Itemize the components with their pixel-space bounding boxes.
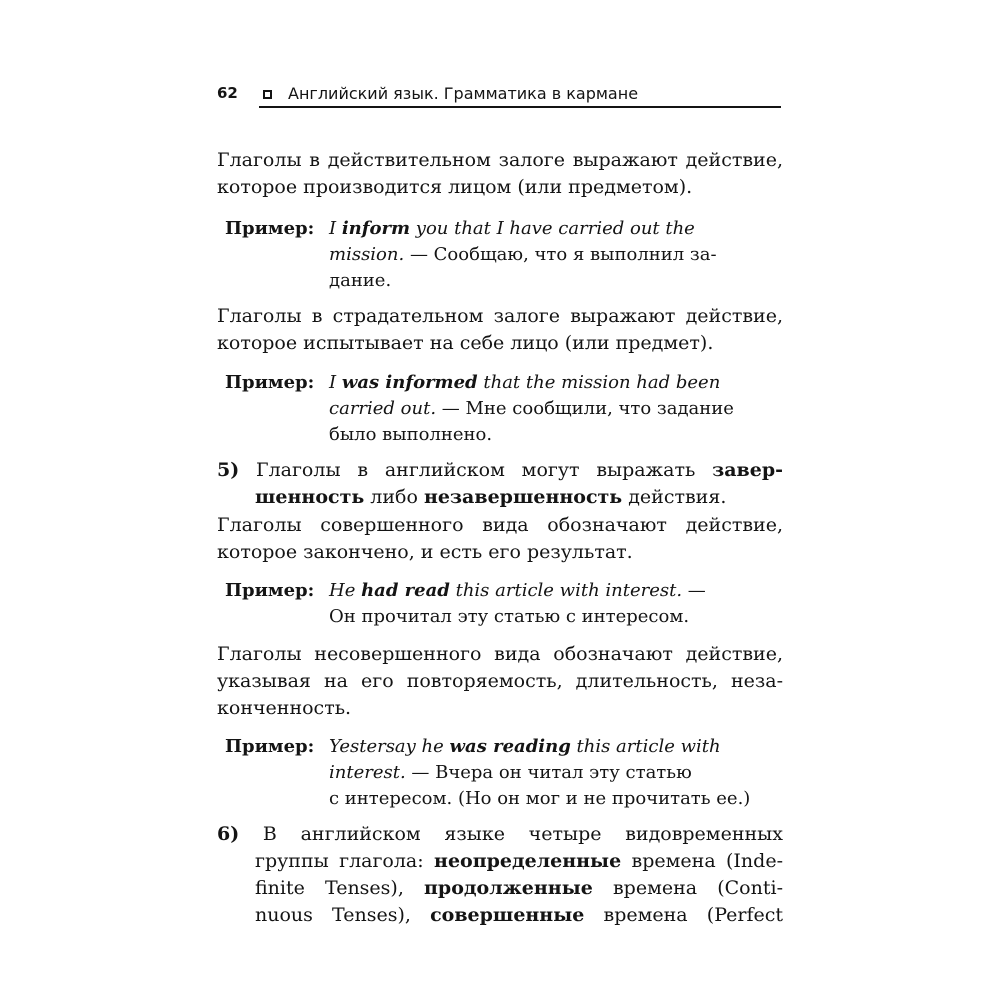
example-body bbox=[329, 370, 779, 448]
example-text: Yestersay he bbox=[329, 736, 450, 757]
example-line: дание. bbox=[329, 270, 392, 291]
example-line bbox=[329, 216, 779, 242]
list-item-line bbox=[217, 484, 783, 511]
list-keyword: завер- bbox=[712, 459, 783, 481]
example-line bbox=[329, 734, 779, 760]
header-title: Английский язык. Грамматика в кармане bbox=[288, 84, 639, 103]
paragraph-imperfective bbox=[217, 641, 783, 722]
running-header bbox=[217, 80, 781, 110]
example-text: carried out. bbox=[329, 398, 437, 419]
list-item-line bbox=[217, 848, 783, 875]
list-text: В английском языке четыре видовременных bbox=[239, 823, 783, 845]
list-text: времена (Inde- bbox=[621, 850, 783, 872]
paragraph-line: Глаголы несовершенного вида обозначают действие, bbox=[217, 643, 783, 665]
paragraph-active-voice bbox=[217, 147, 783, 201]
list-text: группы глагола: bbox=[255, 850, 435, 872]
list-text: nuous Tenses), bbox=[255, 904, 431, 926]
example-body bbox=[329, 734, 779, 812]
list-text: времена (Conti- bbox=[592, 877, 783, 899]
list-text: времена (Perfect bbox=[584, 904, 783, 926]
example-text: interest. bbox=[329, 762, 406, 783]
example-line: с интересом. (Но он мог и не прочитать ее.) bbox=[329, 788, 751, 809]
list-keyword: шенность bbox=[255, 486, 365, 508]
list-keyword: незавершенность bbox=[423, 486, 623, 508]
example-line bbox=[329, 760, 779, 786]
list-keyword: совершенные bbox=[430, 904, 585, 926]
paragraph-line: Глаголы в действительном залоге выражают действие, bbox=[217, 149, 783, 171]
list-keyword: продолженные bbox=[424, 877, 593, 899]
example-translation: — Сообщаю, что я выполнил за- bbox=[404, 244, 717, 265]
example-text: I bbox=[329, 218, 342, 239]
example-label: Пример: bbox=[225, 372, 315, 393]
example-text: that the mission had been bbox=[477, 372, 721, 393]
example-keyword: was reading bbox=[449, 736, 571, 757]
example-label: Пример: bbox=[225, 218, 315, 239]
example-text: I bbox=[329, 372, 342, 393]
checkbox-square-icon bbox=[263, 90, 272, 99]
example-translation: — Мне сообщили, что задание bbox=[436, 398, 734, 419]
example-text: this article with bbox=[570, 736, 721, 757]
list-text: Глаголы в английском могут выражать bbox=[239, 459, 713, 481]
list-item-line bbox=[217, 821, 783, 848]
example-line bbox=[329, 396, 779, 422]
example-text: mission. bbox=[329, 244, 405, 265]
paragraph-line: которое испытывает на себе лицо (или предмет). bbox=[217, 332, 714, 354]
paragraph-line: Глаголы совершенного вида обозначают действие, bbox=[217, 514, 783, 536]
example-text: this article with interest. bbox=[449, 580, 683, 601]
list-number: 6) bbox=[217, 823, 240, 845]
paragraph-passive-voice bbox=[217, 303, 783, 357]
example-line bbox=[329, 370, 779, 396]
paragraph-line: Глаголы в страдательном залоге выражают действие, bbox=[217, 305, 783, 327]
example-line bbox=[329, 578, 779, 604]
example-text: He bbox=[329, 580, 362, 601]
example-translation: — Вчера он читал эту статью bbox=[405, 762, 692, 783]
page-number: 62 bbox=[217, 84, 238, 102]
example-line bbox=[329, 242, 779, 268]
list-text: finite Tenses), bbox=[255, 877, 425, 899]
list-keyword: неопределенные bbox=[434, 850, 622, 872]
list-number: 5) bbox=[217, 459, 240, 481]
list-item-line bbox=[217, 902, 783, 929]
example-keyword: had read bbox=[361, 580, 450, 601]
example-label: Пример: bbox=[225, 736, 315, 757]
paragraph-line: указывая на его повторяемость, длительность, неза- bbox=[217, 670, 783, 692]
paragraph-perfective bbox=[217, 512, 783, 566]
example-keyword: inform bbox=[341, 218, 411, 239]
example-body bbox=[329, 216, 779, 294]
list-item-6 bbox=[217, 821, 783, 929]
example-body bbox=[329, 578, 779, 630]
example-line: Он прочитал эту статью с интересом. bbox=[329, 606, 690, 627]
list-item-line bbox=[217, 875, 783, 902]
list-item-line bbox=[217, 457, 783, 484]
example-keyword: was informed bbox=[341, 372, 478, 393]
example-line: было выполнено. bbox=[329, 424, 493, 445]
list-text: действия. bbox=[622, 486, 727, 508]
example-dash: — bbox=[682, 580, 706, 601]
paragraph-line: которое закончено, и есть его результат. bbox=[217, 541, 633, 563]
example-label: Пример: bbox=[225, 580, 315, 601]
example-text: you that I have carried out the bbox=[410, 218, 695, 239]
paragraph-line: которое производится лицом (или предметом). bbox=[217, 176, 693, 198]
header-rule bbox=[259, 106, 781, 108]
list-text: либо bbox=[364, 486, 424, 508]
list-item-5 bbox=[217, 457, 783, 511]
paragraph-line: конченность. bbox=[217, 697, 352, 719]
